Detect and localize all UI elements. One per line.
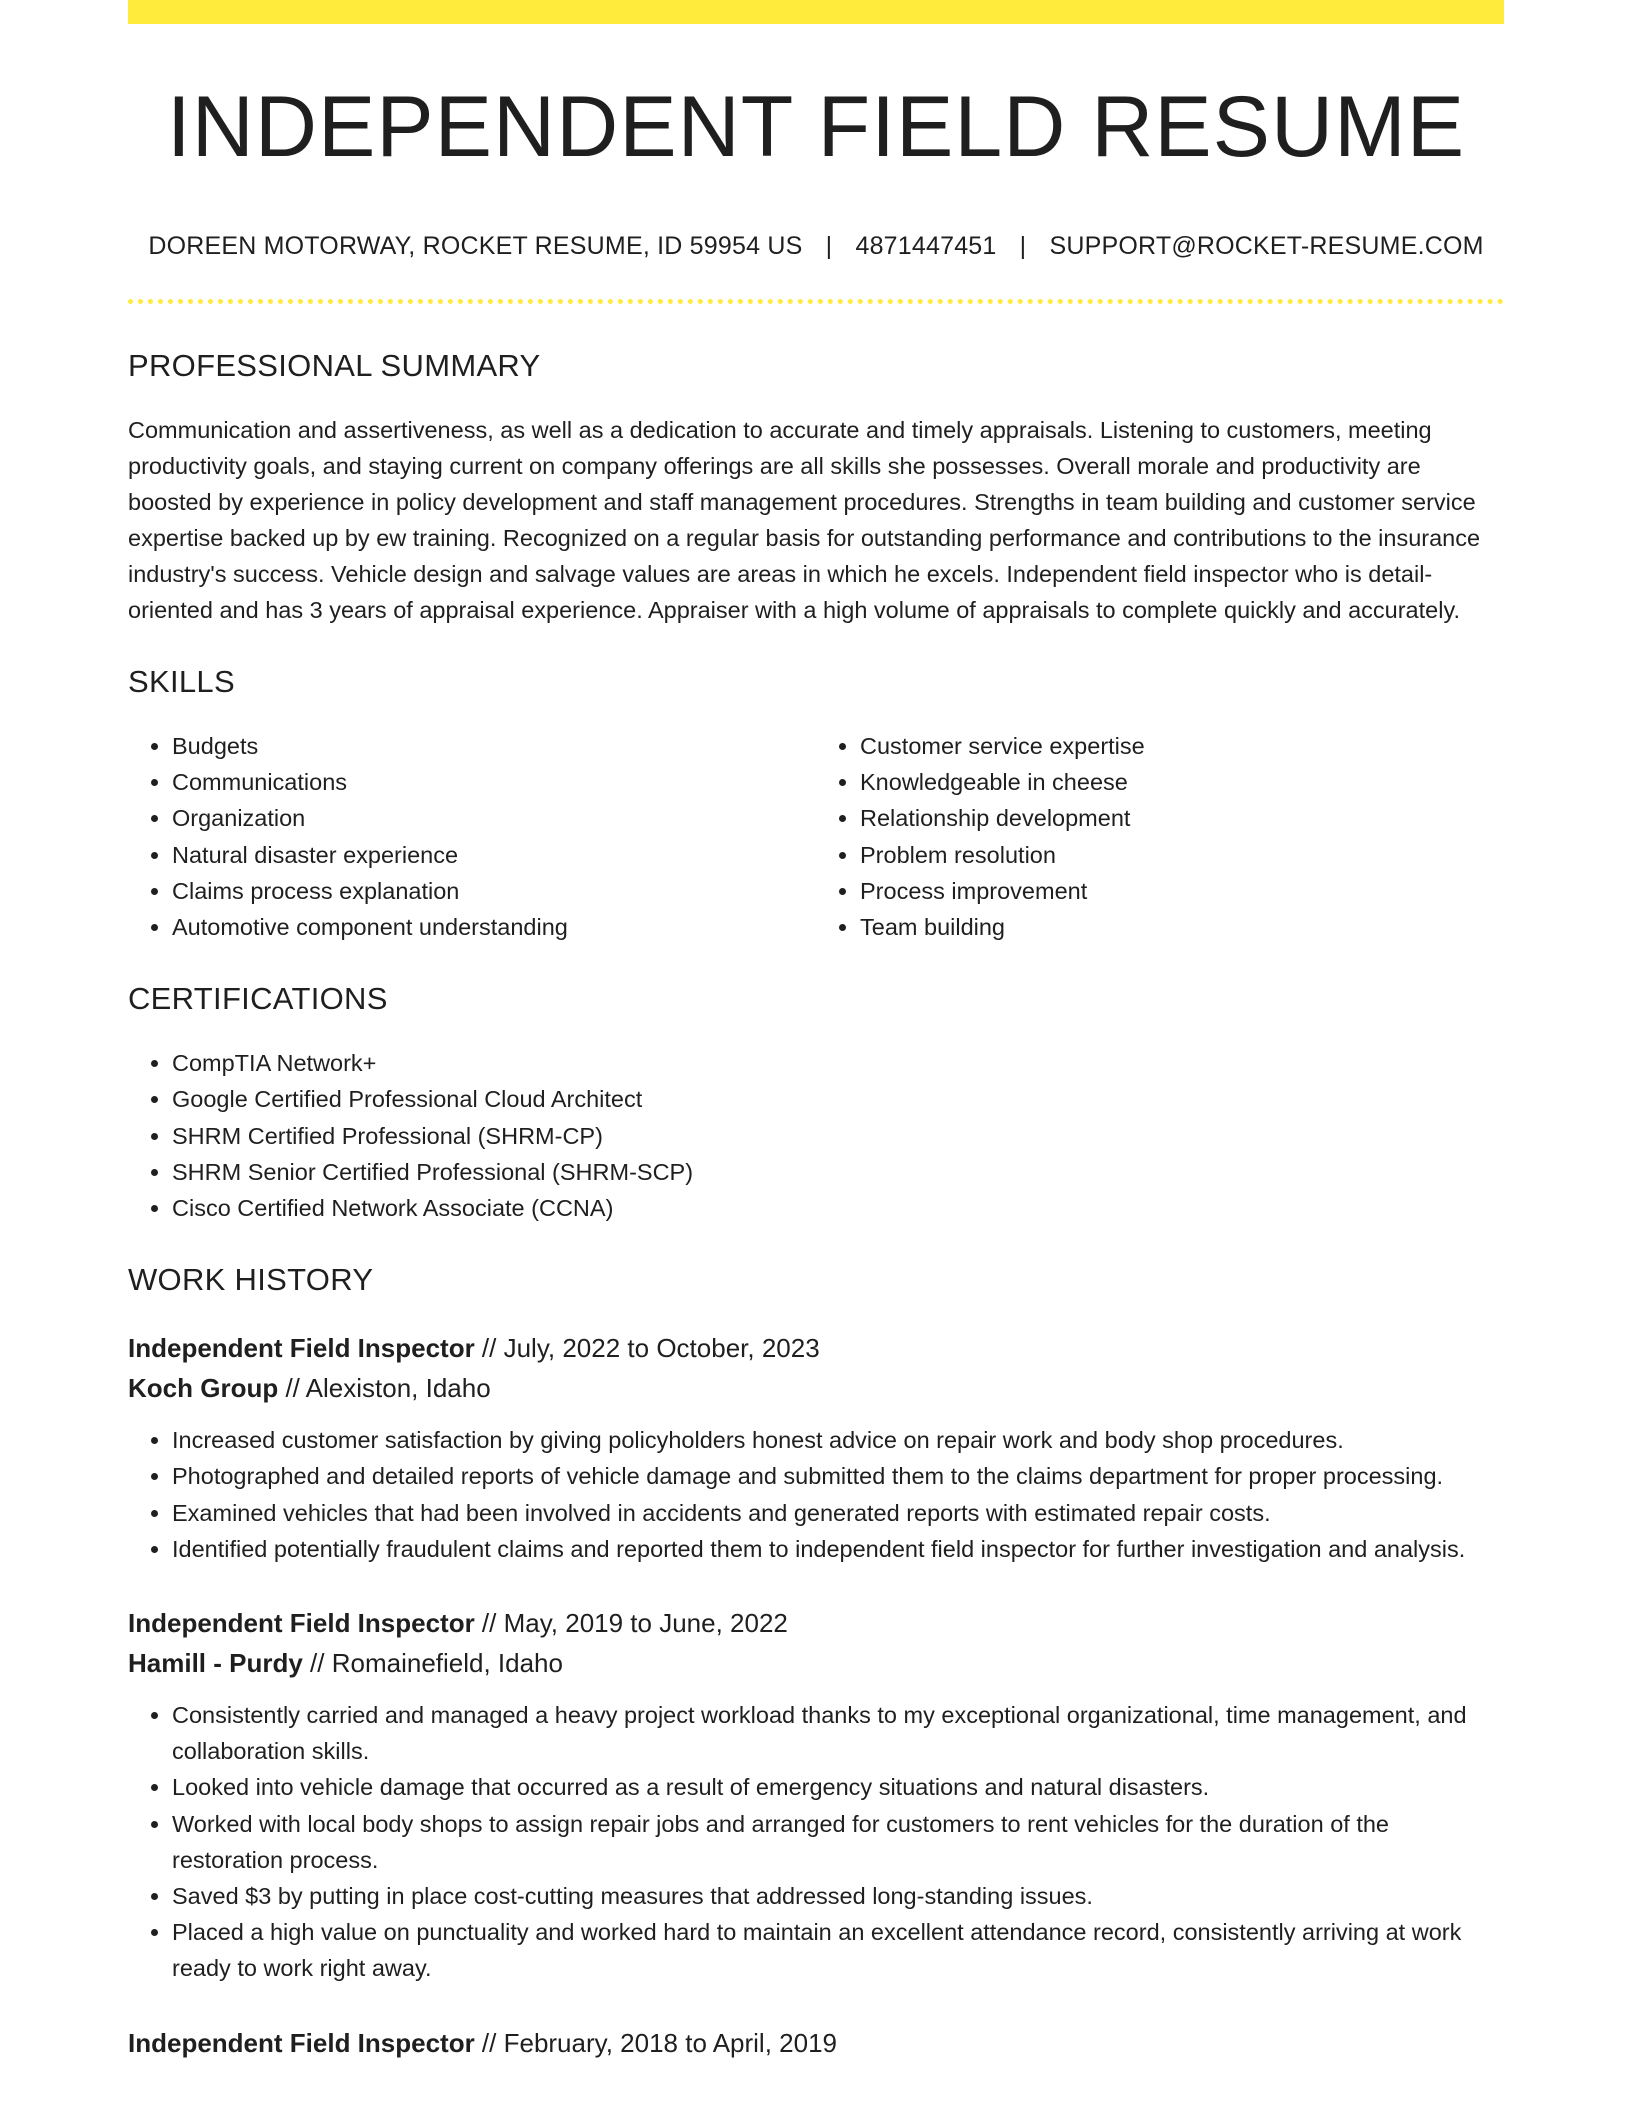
job-title-line bbox=[128, 2023, 1504, 2063]
skill-item: • Knowledgeable in cheese bbox=[860, 764, 1504, 800]
job-bullet: • Looked into vehicle damage that occurred as a result of emergency situations and natural disasters. bbox=[172, 1769, 1504, 1805]
skills-heading: SKILLS bbox=[128, 664, 235, 699]
skill-item: • Relationship development bbox=[860, 800, 1504, 836]
job-location: // Romainefield, Idaho bbox=[302, 1648, 563, 1679]
skill-item: • Automotive component understanding bbox=[172, 909, 816, 945]
work-history-section bbox=[128, 1262, 1504, 2062]
job-bullet: • Saved $3 by putting in place cost-cutting measures that addressed long-standing issues. bbox=[172, 1878, 1504, 1914]
skill-item: • Communications bbox=[172, 764, 816, 800]
job-title: Independent Field Inspector bbox=[128, 1333, 475, 1364]
skill-item: • Team building bbox=[860, 909, 1504, 945]
job-title: Independent Field Inspector bbox=[128, 1608, 475, 1639]
contact-separator: | bbox=[1019, 232, 1027, 260]
job-bullets bbox=[128, 1697, 1504, 1987]
contact-separator: | bbox=[825, 232, 833, 260]
skill-item: • Process improvement bbox=[860, 873, 1504, 909]
header-divider bbox=[128, 299, 1504, 304]
contact-line bbox=[128, 232, 1504, 261]
job-company: Hamill - Purdy bbox=[128, 1648, 303, 1679]
contact-phone: 4871447451 bbox=[855, 232, 997, 260]
job-bullet: • Increased customer satisfaction by giving policyholders honest advice on repair work and body shop procedures. bbox=[172, 1422, 1504, 1458]
job-bullet: • Consistently carried and managed a heavy project workload thanks to my exceptional organizational, time management, and collaboration skills. bbox=[172, 1697, 1504, 1769]
resume-page bbox=[128, 0, 1504, 2063]
skill-item: • Claims process explanation bbox=[172, 873, 816, 909]
work-history-heading: WORK HISTORY bbox=[128, 1262, 374, 1298]
skill-item: • Natural disaster experience bbox=[172, 837, 816, 873]
job-entry bbox=[128, 2023, 1504, 2063]
certifications-section bbox=[128, 981, 1504, 1226]
summary-section bbox=[128, 348, 1504, 628]
job-bullet: • Examined vehicles that had been involved in accidents and generated reports with estimated repair costs. bbox=[172, 1495, 1504, 1531]
skills-list-left bbox=[128, 728, 816, 945]
certifications-list bbox=[128, 1045, 1504, 1226]
skill-item: • Organization bbox=[172, 800, 816, 836]
skill-item: • Problem resolution bbox=[860, 837, 1504, 873]
certification-item: • SHRM Certified Professional (SHRM-CP) bbox=[172, 1118, 1504, 1154]
skills-list-right bbox=[816, 728, 1504, 945]
skills-columns bbox=[128, 728, 1504, 945]
top-accent-bar bbox=[128, 0, 1504, 24]
job-bullet: • Placed a high value on punctuality and worked hard to maintain an excellent attendance record, consistently arriving at work ready to work right away. bbox=[172, 1914, 1504, 1986]
job-dates: // May, 2019 to June, 2022 bbox=[474, 1608, 788, 1639]
job-company: Koch Group bbox=[128, 1373, 279, 1404]
skill-item: • Customer service expertise bbox=[860, 728, 1504, 764]
certification-item: • SHRM Senior Certified Professional (SHRM-SCP) bbox=[172, 1154, 1504, 1190]
certification-item: • Cisco Certified Network Associate (CCNA) bbox=[172, 1190, 1504, 1226]
certification-item: • CompTIA Network+ bbox=[172, 1045, 1504, 1081]
job-bullet: • Worked with local body shops to assign repair jobs and arranged for customers to rent vehicles for the duration of the restoration process. bbox=[172, 1806, 1504, 1878]
job-bullet: • Photographed and detailed reports of vehicle damage and submitted them to the claims department for proper processing. bbox=[172, 1458, 1504, 1494]
job-location: // Alexiston, Idaho bbox=[278, 1373, 491, 1404]
skills-section bbox=[128, 664, 1504, 945]
certification-item: • Google Certified Professional Cloud Architect bbox=[172, 1081, 1504, 1117]
skill-item: • Budgets bbox=[172, 728, 816, 764]
summary-heading: PROFESSIONAL SUMMARY bbox=[128, 348, 541, 383]
job-title: Independent Field Inspector bbox=[128, 2027, 475, 2058]
job-entry bbox=[128, 1328, 1504, 1567]
job-bullets bbox=[128, 1422, 1504, 1567]
resume-title: INDEPENDENT FIELD RESUME bbox=[166, 79, 1466, 175]
job-title-line bbox=[128, 1328, 1504, 1368]
contact-email: SUPPORT@ROCKET-RESUME.COM bbox=[1049, 232, 1484, 260]
contact-address: DOREEN MOTORWAY, ROCKET RESUME, ID 59954 US bbox=[148, 232, 803, 260]
certifications-heading: CERTIFICATIONS bbox=[128, 981, 388, 1017]
job-dates: // February, 2018 to April, 2019 bbox=[474, 2027, 837, 2058]
job-entry bbox=[128, 1603, 1504, 1987]
summary-text: Communication and assertiveness, as well as a dedication to accurate and timely appraisals. Listening to customers, meeting productivity goals, and staying current on company offerings are all skills she possesses. Overall morale and productivity are boosted by experience in policy development and staff management procedures. Strengths in team building and customer service expertise backed up by ew training. Recognized on a regular basis for outstanding performance and contributions to the insurance industry's success. Vehicle design and salvage values are areas in which he excels. Independent field inspector who is detail-oriented and has 3 years of appraisal experience. Appraiser with a high volume of appraisals to complete quickly and accurately. bbox=[128, 417, 1481, 623]
job-title-line bbox=[128, 1603, 1504, 1643]
job-dates: // July, 2022 to October, 2023 bbox=[474, 1333, 820, 1364]
job-company-line bbox=[128, 1643, 1504, 1683]
job-company-line bbox=[128, 1368, 1504, 1408]
job-bullet: • Identified potentially fraudulent claims and reported them to independent field inspector for further investigation and analysis. bbox=[172, 1531, 1504, 1567]
